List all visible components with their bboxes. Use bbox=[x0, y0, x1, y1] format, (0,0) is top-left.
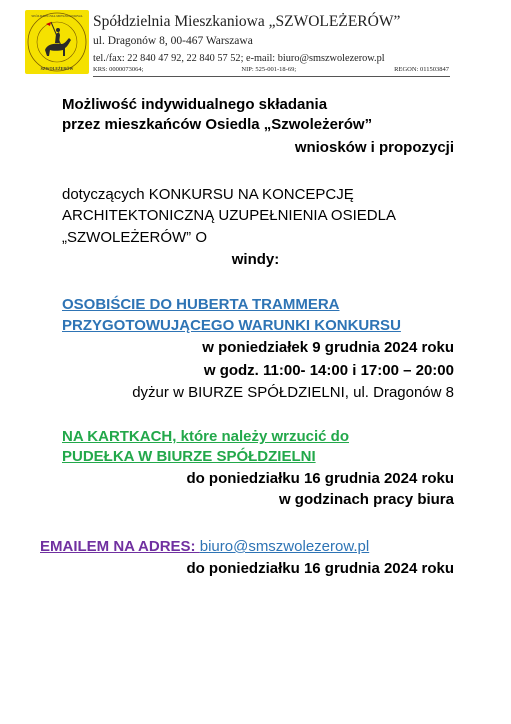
logo-text-top: SPÓŁDZIELNIA MIESZKANIOWA bbox=[31, 14, 83, 18]
cards-heading-1: NA KARTKACH, które należy wrzucić do bbox=[62, 428, 349, 445]
horseman-emblem-icon bbox=[25, 10, 89, 74]
in-person-place: dyżur w BIURZE SPÓŁDZIELNI, ul. Dragonów 8 bbox=[132, 384, 454, 401]
cards-hours: w godzinach pracy biura bbox=[278, 491, 454, 508]
cards-deadline: do poniedziałku 16 grudnia 2024 roku bbox=[186, 470, 454, 487]
cooperative-contact: tel./fax: 22 840 47 92, 22 840 57 52; e-mail: biuro@smszwolezerow.pl bbox=[93, 53, 385, 64]
in-person-heading-1: OSOBIŚCIE DO HUBERTA TRAMMERA bbox=[62, 296, 340, 313]
cards-heading-2: PUDEŁKA W BIURZE SPÓŁDZIELNI bbox=[62, 448, 316, 465]
intro-line-1: Możliwość indywidualnego składania bbox=[62, 96, 328, 113]
subject-line-1: dotyczących KONKURSU NA KONCEPCJĘ bbox=[62, 186, 354, 203]
nip-number: NIP: 525-001-18-69; bbox=[241, 66, 297, 73]
email-deadline: do poniedziałku 16 grudnia 2024 roku bbox=[186, 560, 454, 577]
registration-numbers bbox=[93, 66, 449, 73]
subject-line-3: „SZWOLEŻERÓW” O bbox=[62, 229, 207, 246]
intro-line-3: wniosków i propozycji bbox=[294, 139, 454, 156]
letterhead-divider bbox=[93, 76, 450, 77]
email-heading: EMAILEM NA ADRES: bbox=[40, 538, 200, 555]
email-link[interactable]: biuro@smszwolezerow.pl bbox=[199, 538, 370, 555]
in-person-date: w poniedziałek 9 grudnia 2024 roku bbox=[202, 339, 454, 356]
krs-number: KRS: 0000073064; bbox=[93, 66, 144, 73]
intro-line-2: przez mieszkańców Osiedla „Szwoleżerów” bbox=[62, 116, 373, 133]
subject-line-4: windy: bbox=[231, 251, 280, 268]
subject-line-2: ARCHITEKTONICZNĄ UZUPEŁNIENIA OSIEDLA bbox=[62, 207, 396, 224]
email-line bbox=[40, 538, 369, 556]
cooperative-logo bbox=[25, 10, 89, 74]
cooperative-name: Spółdzielnia Mieszkaniowa „SZWOLEŻERÓW” bbox=[93, 13, 401, 30]
regon-number: REGON: 011503847 bbox=[394, 66, 449, 73]
cooperative-address: ul. Dragonów 8, 00-467 Warszawa bbox=[93, 35, 253, 47]
in-person-heading-2: PRZYGOTOWUJĄCEGO WARUNKI KONKURSU bbox=[62, 317, 401, 334]
in-person-hours: w godz. 11:00- 14:00 i 17:00 – 20:00 bbox=[203, 362, 454, 379]
logo-text-bottom: SZWOLEŻERÓW bbox=[40, 66, 74, 71]
